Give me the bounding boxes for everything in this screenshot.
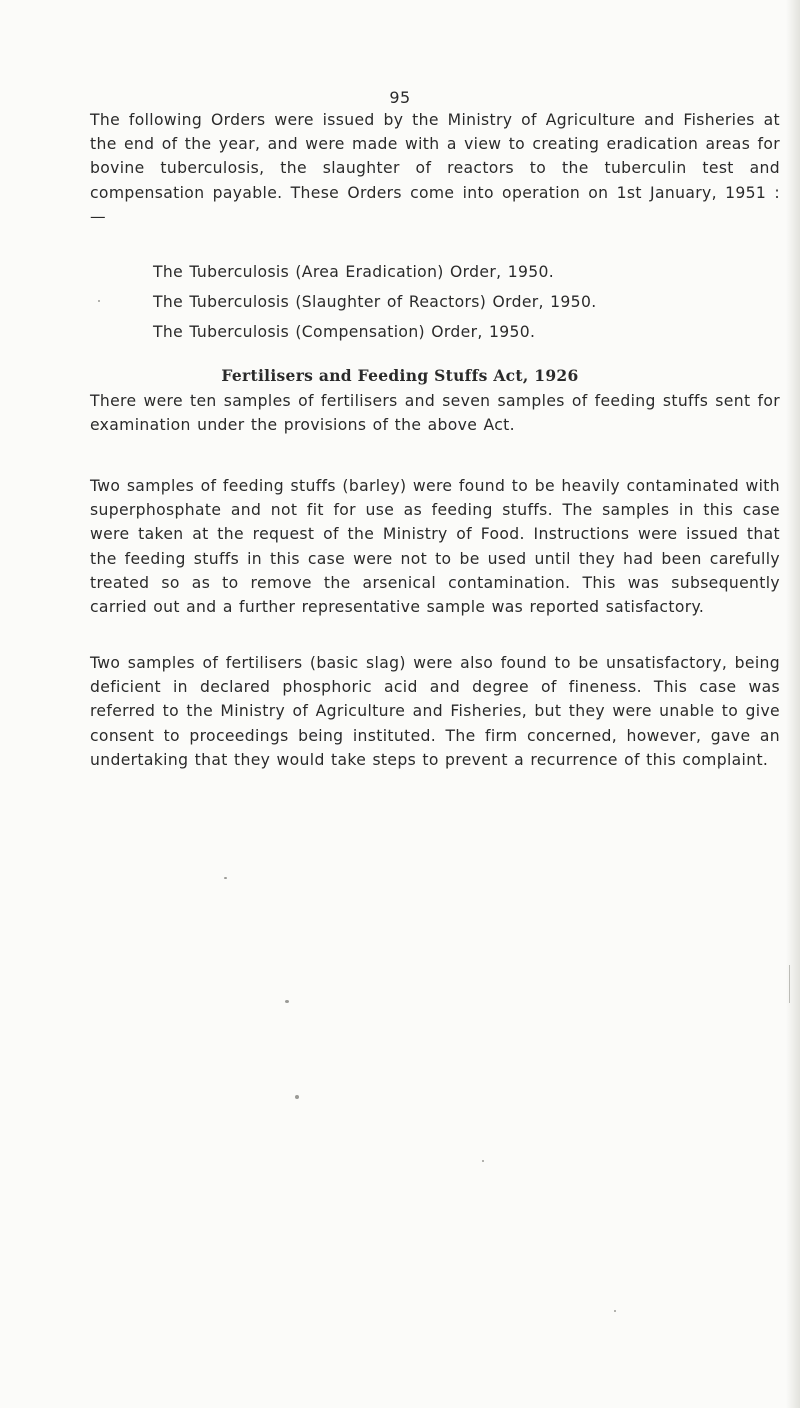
scan-speck: [295, 1095, 299, 1099]
page-number: 95: [389, 88, 411, 107]
section-heading: Fertilisers and Feeding Stuffs Act, 1926: [221, 366, 579, 385]
paragraph-fertilisers: Two samples of fertilisers (basic slag) were also found to be unsatisfactory, being deficient in declared phosphoric acid and degree of fineness. This case was referred to the Ministry of Agriculture and Fisheries, but they were unable to give consent to proceedings being instituted. The firm concerned, however, gave an undertaking that they would take steps to prevent a recurrence of this complaint.: [90, 654, 780, 769]
list-item-order: The Tuberculosis (Slaughter of Reactors) Order, 1950.: [153, 293, 597, 311]
page-edge-shadow: [786, 0, 800, 1408]
list-item-order: The Tuberculosis (Compensation) Order, 1950.: [153, 323, 536, 341]
orders-list: [153, 257, 773, 347]
intro-paragraph: The following Orders were issued by the Ministry of Agriculture and Fisheries at the end of the year, and were made with a view to creating eradication areas for bovine tuberculosis, the slaughter of reactors to the tuberculin test and compensation payable. These Orders come into operation on 1st January, 1951 : —: [90, 111, 780, 226]
scan-speck: [285, 1000, 289, 1003]
scan-speck: [614, 1310, 616, 1312]
scan-speck: [98, 300, 100, 302]
list-item-order: The Tuberculosis (Area Eradication) Order, 1950.: [153, 263, 555, 281]
paragraph-feeding-stuffs: Two samples of feeding stuffs (barley) were found to be heavily contaminated with superphosphate and not fit for use as feeding stuffs. The samples in this case were taken at the request of the Ministry of Food. Instructions were issued that the feeding stuffs in this case were not to be used until they had been carefully treated so as to remove the arsenical contamination. This was subsequently carried out and a further representative sample was reported satisfactory.: [90, 477, 780, 617]
page-edge-mark: [789, 965, 790, 1003]
scan-speck: [482, 1160, 484, 1162]
scan-speck: [224, 877, 227, 879]
paragraph-samples-count: There were ten samples of fertilisers and seven samples of feeding stuffs sent for examination under the provisions of the above Act.: [90, 392, 780, 435]
